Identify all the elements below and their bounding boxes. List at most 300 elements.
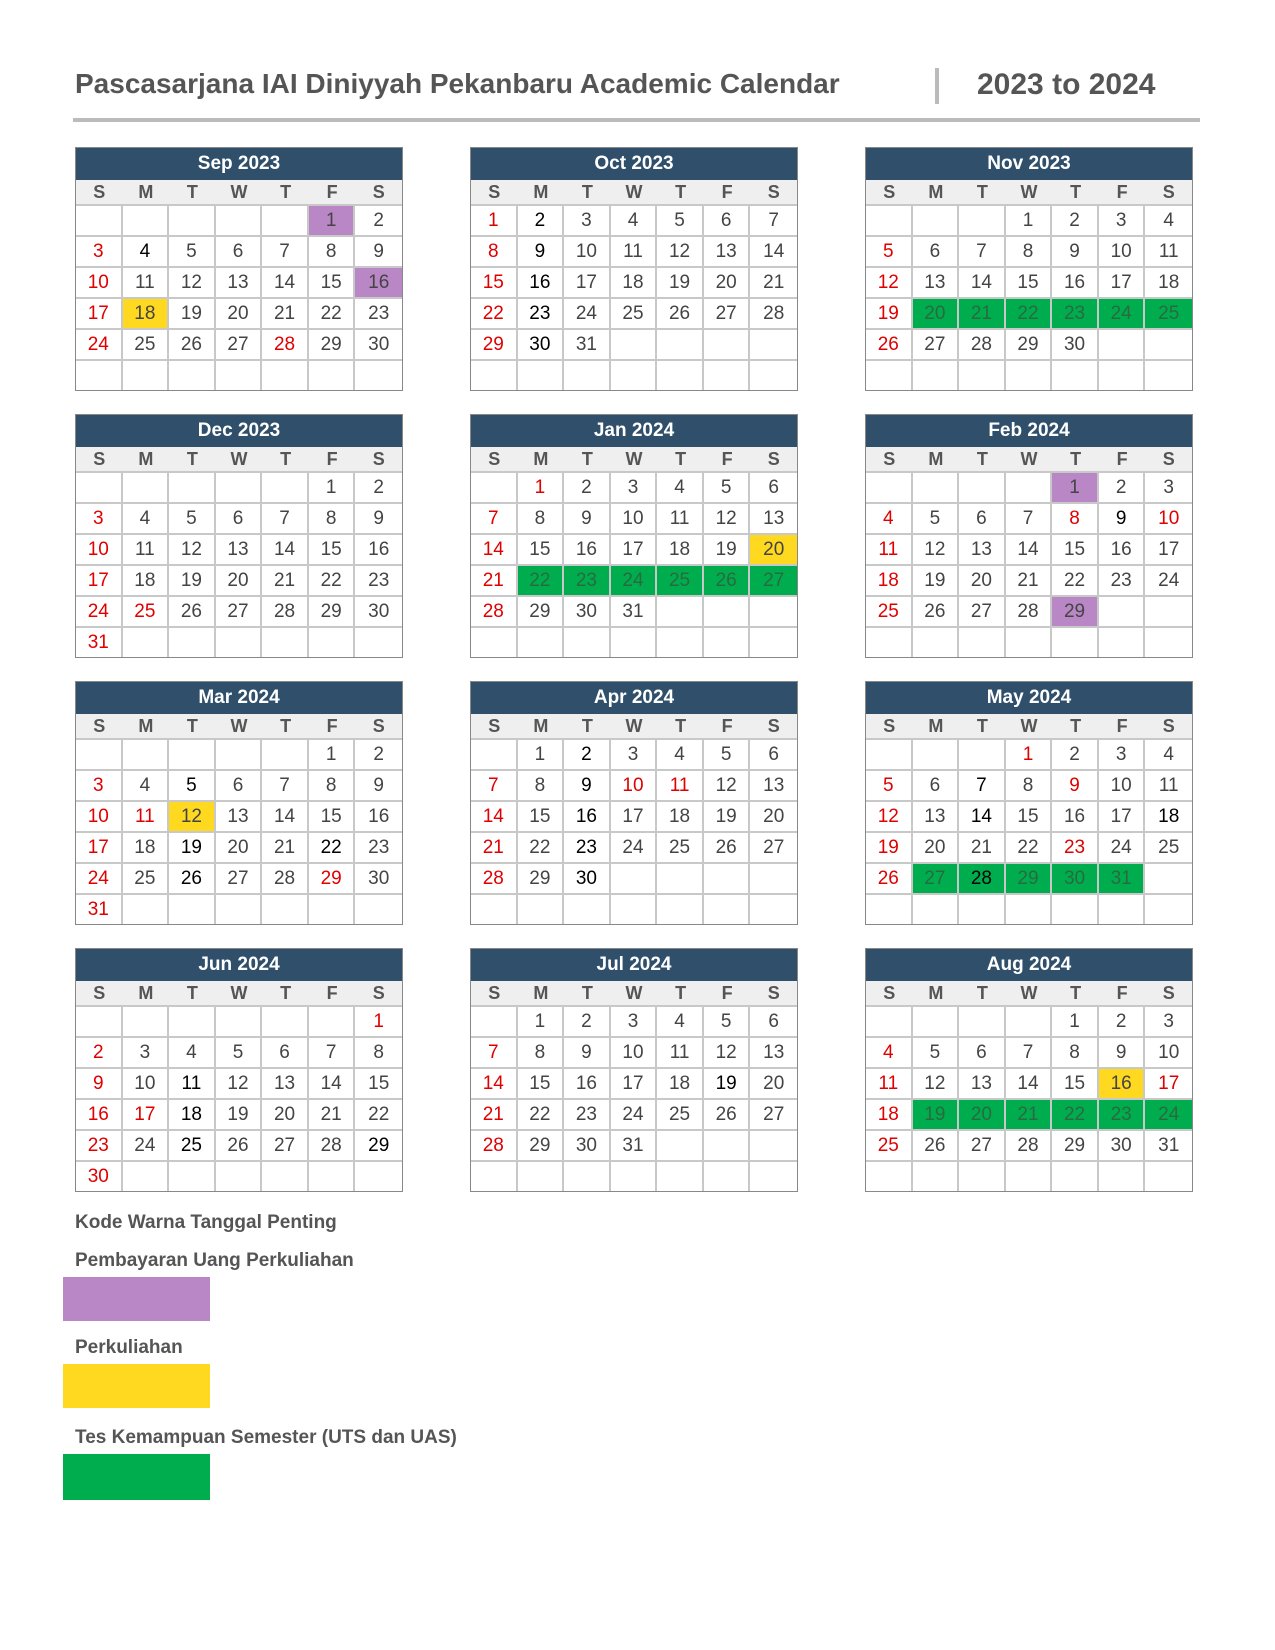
- month-title: Jun 2024: [76, 949, 402, 981]
- day-cell: 22: [355, 1098, 402, 1129]
- day-cell: 17: [1099, 266, 1146, 297]
- day-cell: 11: [611, 235, 658, 266]
- weekday-label: S: [767, 716, 780, 736]
- empty-cell: [169, 738, 216, 769]
- day-cell: 31: [76, 626, 123, 657]
- empty-cell: [355, 1160, 402, 1191]
- day-cell: 29: [1006, 862, 1053, 893]
- empty-cell: [518, 626, 565, 657]
- day-cell: 27: [913, 328, 960, 359]
- day-cell: 9: [564, 1036, 611, 1067]
- empty-cell: [123, 1160, 170, 1191]
- empty-cell: [123, 359, 170, 390]
- day-cell: 7: [1006, 1036, 1053, 1067]
- day-cell: 9: [1052, 769, 1099, 800]
- day-cell: 27: [750, 1098, 797, 1129]
- month-calendar: [865, 414, 1193, 658]
- day-cell: 11: [123, 266, 170, 297]
- day-cell: 22: [518, 831, 565, 862]
- day-cell: 28: [471, 595, 518, 626]
- day-cell: 29: [518, 595, 565, 626]
- weekday-label: S: [883, 182, 896, 202]
- month-calendar: [75, 147, 403, 391]
- day-cell: 1: [1052, 471, 1099, 502]
- day-cell: 12: [704, 1036, 751, 1067]
- empty-cell: [1145, 893, 1192, 924]
- empty-cell: [169, 359, 216, 390]
- day-cell: 3: [611, 738, 658, 769]
- day-cell: 8: [309, 502, 356, 533]
- day-cell: 30: [564, 862, 611, 893]
- day-cell: 30: [1052, 862, 1099, 893]
- empty-cell: [471, 738, 518, 769]
- day-cell: 31: [564, 328, 611, 359]
- day-cell: 6: [913, 235, 960, 266]
- empty-cell: [1145, 359, 1192, 390]
- empty-cell: [169, 471, 216, 502]
- day-cell: 6: [750, 1005, 797, 1036]
- day-grid: [76, 471, 402, 657]
- weekday-label: T: [976, 449, 988, 469]
- day-cell: 25: [657, 1098, 704, 1129]
- day-cell: 13: [959, 1067, 1006, 1098]
- month-calendar: [75, 414, 403, 658]
- day-cell: 26: [913, 595, 960, 626]
- day-cell: 12: [866, 800, 913, 831]
- day-cell: 23: [1099, 1098, 1146, 1129]
- weekday-label: S: [93, 716, 106, 736]
- day-cell: 9: [355, 769, 402, 800]
- weekday-label: T: [280, 983, 292, 1003]
- day-cell: 31: [76, 893, 123, 924]
- day-cell: 10: [76, 266, 123, 297]
- day-cell: 7: [471, 502, 518, 533]
- day-cell: 3: [1099, 204, 1146, 235]
- day-cell: 24: [1145, 564, 1192, 595]
- day-cell: 27: [216, 595, 263, 626]
- day-cell: 12: [169, 266, 216, 297]
- empty-cell: [959, 738, 1006, 769]
- day-cell: 23: [564, 831, 611, 862]
- day-cell: 17: [1099, 800, 1146, 831]
- day-cell: 5: [866, 235, 913, 266]
- weekday-row: [76, 180, 402, 204]
- day-cell: 26: [169, 595, 216, 626]
- empty-cell: [866, 1160, 913, 1191]
- day-cell: 21: [750, 266, 797, 297]
- day-cell: 13: [216, 533, 263, 564]
- day-cell: 17: [76, 297, 123, 328]
- empty-cell: [1006, 359, 1053, 390]
- empty-cell: [704, 1129, 751, 1160]
- day-cell: 10: [1099, 769, 1146, 800]
- weekday-label: S: [372, 716, 385, 736]
- weekday-label: T: [976, 716, 988, 736]
- empty-cell: [76, 471, 123, 502]
- day-cell: 9: [76, 1067, 123, 1098]
- day-cell: 27: [959, 595, 1006, 626]
- day-cell: 6: [216, 769, 263, 800]
- day-cell: 16: [1052, 800, 1099, 831]
- empty-cell: [704, 626, 751, 657]
- day-cell: 10: [1099, 235, 1146, 266]
- empty-cell: [123, 738, 170, 769]
- weekday-row: [471, 981, 797, 1005]
- day-cell: 18: [657, 533, 704, 564]
- empty-cell: [866, 471, 913, 502]
- empty-cell: [309, 359, 356, 390]
- month-title: Feb 2024: [866, 415, 1192, 447]
- empty-cell: [657, 893, 704, 924]
- weekday-row: [76, 714, 402, 738]
- empty-cell: [355, 626, 402, 657]
- weekday-label: S: [767, 182, 780, 202]
- legend-label-payment: Pembayaran Uang Perkuliahan: [75, 1250, 354, 1271]
- day-cell: 20: [750, 800, 797, 831]
- empty-cell: [355, 359, 402, 390]
- day-cell: 25: [123, 328, 170, 359]
- day-cell: 29: [309, 862, 356, 893]
- weekday-label: F: [721, 182, 733, 202]
- day-cell: 26: [704, 831, 751, 862]
- day-cell: 22: [471, 297, 518, 328]
- day-cell: 3: [611, 471, 658, 502]
- month-title: Mar 2024: [76, 682, 402, 714]
- empty-cell: [750, 595, 797, 626]
- empty-cell: [913, 471, 960, 502]
- day-cell: 17: [611, 800, 658, 831]
- month-title: Apr 2024: [471, 682, 797, 714]
- day-cell: 28: [471, 1129, 518, 1160]
- day-cell: 15: [518, 800, 565, 831]
- empty-cell: [216, 1160, 263, 1191]
- month-calendar: [470, 681, 798, 925]
- weekday-label: M: [928, 449, 944, 469]
- day-cell: 20: [750, 1067, 797, 1098]
- month-calendar: [75, 948, 403, 1192]
- empty-cell: [1099, 626, 1146, 657]
- day-cell: 4: [866, 1036, 913, 1067]
- day-cell: 3: [1099, 738, 1146, 769]
- empty-cell: [611, 626, 658, 657]
- empty-cell: [1099, 1160, 1146, 1191]
- day-cell: 18: [123, 831, 170, 862]
- day-cell: 2: [1099, 1005, 1146, 1036]
- day-cell: 20: [216, 564, 263, 595]
- day-cell: 21: [262, 564, 309, 595]
- empty-cell: [262, 471, 309, 502]
- weekday-label: W: [230, 716, 248, 736]
- day-cell: 5: [866, 769, 913, 800]
- day-cell: 4: [123, 235, 170, 266]
- day-cell: 5: [913, 1036, 960, 1067]
- weekday-label: T: [675, 716, 687, 736]
- empty-cell: [913, 626, 960, 657]
- day-cell: 12: [913, 533, 960, 564]
- day-cell: 10: [564, 235, 611, 266]
- empty-cell: [123, 893, 170, 924]
- day-cell: 2: [355, 471, 402, 502]
- weekday-label: F: [326, 182, 338, 202]
- day-cell: 27: [704, 297, 751, 328]
- weekday-label: T: [186, 716, 198, 736]
- day-cell: 29: [309, 595, 356, 626]
- day-cell: 20: [750, 533, 797, 564]
- day-cell: 8: [309, 235, 356, 266]
- empty-cell: [913, 738, 960, 769]
- day-cell: 11: [657, 1036, 704, 1067]
- day-cell: 16: [1052, 266, 1099, 297]
- empty-cell: [471, 1005, 518, 1036]
- day-cell: 12: [704, 502, 751, 533]
- day-grid: [866, 471, 1192, 657]
- day-cell: 17: [1145, 1067, 1192, 1098]
- day-cell: 21: [471, 831, 518, 862]
- day-cell: 25: [866, 595, 913, 626]
- day-cell: 11: [123, 800, 170, 831]
- empty-cell: [309, 1005, 356, 1036]
- day-cell: 5: [704, 738, 751, 769]
- day-cell: 15: [309, 266, 356, 297]
- empty-cell: [704, 328, 751, 359]
- day-cell: 6: [750, 738, 797, 769]
- empty-cell: [866, 359, 913, 390]
- day-cell: 2: [355, 738, 402, 769]
- empty-cell: [169, 1005, 216, 1036]
- day-cell: 29: [471, 328, 518, 359]
- day-cell: 9: [564, 769, 611, 800]
- day-cell: 30: [1052, 328, 1099, 359]
- day-cell: 16: [355, 533, 402, 564]
- day-cell: 24: [1099, 297, 1146, 328]
- day-cell: 3: [1145, 1005, 1192, 1036]
- day-cell: 16: [564, 533, 611, 564]
- empty-cell: [866, 626, 913, 657]
- weekday-row: [866, 447, 1192, 471]
- empty-cell: [1006, 893, 1053, 924]
- weekday-label: S: [488, 716, 501, 736]
- empty-cell: [216, 738, 263, 769]
- day-cell: 25: [611, 297, 658, 328]
- day-cell: 16: [564, 1067, 611, 1098]
- empty-cell: [169, 893, 216, 924]
- weekday-label: M: [928, 182, 944, 202]
- empty-cell: [657, 626, 704, 657]
- day-cell: 13: [750, 1036, 797, 1067]
- day-cell: 10: [76, 800, 123, 831]
- day-cell: 11: [123, 533, 170, 564]
- weekday-row: [471, 714, 797, 738]
- month-calendar: [865, 948, 1193, 1192]
- day-grid: [866, 1005, 1192, 1191]
- empty-cell: [1099, 359, 1146, 390]
- day-cell: 19: [913, 564, 960, 595]
- empty-cell: [611, 862, 658, 893]
- day-cell: 7: [471, 769, 518, 800]
- day-cell: 14: [1006, 533, 1053, 564]
- day-cell: 14: [1006, 1067, 1053, 1098]
- empty-cell: [704, 893, 751, 924]
- day-cell: 2: [564, 471, 611, 502]
- weekday-label: M: [533, 716, 549, 736]
- empty-cell: [959, 893, 1006, 924]
- day-cell: 7: [750, 204, 797, 235]
- weekday-label: M: [928, 716, 944, 736]
- day-cell: 2: [355, 204, 402, 235]
- day-cell: 8: [355, 1036, 402, 1067]
- day-cell: 10: [123, 1067, 170, 1098]
- empty-cell: [471, 1160, 518, 1191]
- day-cell: 1: [518, 471, 565, 502]
- empty-cell: [564, 893, 611, 924]
- weekday-label: F: [1116, 716, 1128, 736]
- empty-cell: [611, 328, 658, 359]
- day-cell: 10: [1145, 1036, 1192, 1067]
- day-cell: 2: [564, 738, 611, 769]
- day-cell: 13: [913, 800, 960, 831]
- day-cell: 31: [611, 1129, 658, 1160]
- legend-label-lectures: Perkuliahan: [75, 1337, 183, 1358]
- day-cell: 11: [866, 533, 913, 564]
- weekday-label: W: [230, 449, 248, 469]
- day-cell: 18: [1145, 266, 1192, 297]
- day-cell: 1: [355, 1005, 402, 1036]
- empty-cell: [611, 1160, 658, 1191]
- day-cell: 22: [518, 1098, 565, 1129]
- day-cell: 9: [1099, 1036, 1146, 1067]
- weekday-label: F: [1116, 182, 1128, 202]
- weekday-label: S: [93, 983, 106, 1003]
- day-cell: 31: [611, 595, 658, 626]
- day-cell: 12: [657, 235, 704, 266]
- day-cell: 18: [123, 297, 170, 328]
- weekday-label: T: [581, 182, 593, 202]
- day-cell: 7: [959, 235, 1006, 266]
- day-cell: 8: [1006, 235, 1053, 266]
- day-cell: 6: [216, 235, 263, 266]
- day-cell: 29: [518, 1129, 565, 1160]
- day-cell: 16: [1099, 533, 1146, 564]
- weekday-label: W: [625, 983, 643, 1003]
- legend-swatch-lectures: [63, 1364, 210, 1408]
- empty-cell: [1145, 328, 1192, 359]
- day-cell: 4: [611, 204, 658, 235]
- weekday-label: T: [1070, 716, 1082, 736]
- day-cell: 23: [564, 564, 611, 595]
- day-cell: 17: [76, 564, 123, 595]
- legend-swatch-exams: [63, 1454, 210, 1500]
- day-cell: 2: [1052, 204, 1099, 235]
- day-cell: 8: [518, 1036, 565, 1067]
- empty-cell: [913, 893, 960, 924]
- day-cell: 23: [76, 1129, 123, 1160]
- day-cell: 6: [750, 471, 797, 502]
- weekday-row: [76, 981, 402, 1005]
- weekday-label: M: [138, 449, 154, 469]
- day-cell: 3: [611, 1005, 658, 1036]
- day-cell: 5: [704, 471, 751, 502]
- empty-cell: [1099, 328, 1146, 359]
- day-cell: 16: [355, 800, 402, 831]
- day-cell: 6: [959, 1036, 1006, 1067]
- day-cell: 28: [1006, 595, 1053, 626]
- empty-cell: [913, 204, 960, 235]
- day-cell: 20: [913, 831, 960, 862]
- day-cell: 8: [1052, 502, 1099, 533]
- day-cell: 9: [355, 502, 402, 533]
- day-cell: 26: [704, 1098, 751, 1129]
- day-cell: 13: [750, 769, 797, 800]
- day-cell: 22: [309, 831, 356, 862]
- day-cell: 4: [866, 502, 913, 533]
- empty-cell: [76, 204, 123, 235]
- weekday-label: F: [326, 983, 338, 1003]
- day-cell: 5: [216, 1036, 263, 1067]
- day-cell: 10: [1145, 502, 1192, 533]
- empty-cell: [518, 893, 565, 924]
- weekday-label: W: [625, 449, 643, 469]
- month-calendar: [75, 681, 403, 925]
- empty-cell: [123, 1005, 170, 1036]
- empty-cell: [611, 893, 658, 924]
- day-cell: 15: [518, 533, 565, 564]
- weekday-label: S: [372, 983, 385, 1003]
- empty-cell: [309, 626, 356, 657]
- day-cell: 9: [355, 235, 402, 266]
- empty-cell: [169, 1160, 216, 1191]
- day-cell: 22: [309, 297, 356, 328]
- weekday-label: T: [1070, 449, 1082, 469]
- legend-swatch-payment: [63, 1277, 210, 1321]
- empty-cell: [216, 359, 263, 390]
- day-cell: 5: [169, 502, 216, 533]
- day-cell: 22: [518, 564, 565, 595]
- empty-cell: [471, 626, 518, 657]
- day-cell: 21: [471, 564, 518, 595]
- weekday-label: T: [280, 449, 292, 469]
- empty-cell: [913, 1160, 960, 1191]
- day-cell: 30: [564, 595, 611, 626]
- weekday-label: T: [581, 449, 593, 469]
- day-cell: 30: [355, 595, 402, 626]
- empty-cell: [657, 595, 704, 626]
- day-cell: 30: [355, 862, 402, 893]
- month-title: Jan 2024: [471, 415, 797, 447]
- day-cell: 1: [471, 204, 518, 235]
- day-cell: 24: [564, 297, 611, 328]
- empty-cell: [657, 1129, 704, 1160]
- day-cell: 21: [959, 297, 1006, 328]
- day-cell: 20: [913, 297, 960, 328]
- day-cell: 30: [518, 328, 565, 359]
- day-cell: 18: [657, 1067, 704, 1098]
- day-cell: 23: [1099, 564, 1146, 595]
- day-cell: 29: [355, 1129, 402, 1160]
- day-cell: 18: [657, 800, 704, 831]
- day-cell: 16: [564, 800, 611, 831]
- weekday-label: S: [488, 182, 501, 202]
- day-cell: 15: [1006, 266, 1053, 297]
- weekday-label: M: [928, 983, 944, 1003]
- day-cell: 30: [355, 328, 402, 359]
- month-title: Nov 2023: [866, 148, 1192, 180]
- day-cell: 27: [750, 564, 797, 595]
- month-title: Jul 2024: [471, 949, 797, 981]
- day-cell: 23: [564, 1098, 611, 1129]
- day-cell: 29: [309, 328, 356, 359]
- day-cell: 9: [1052, 235, 1099, 266]
- day-cell: 5: [169, 235, 216, 266]
